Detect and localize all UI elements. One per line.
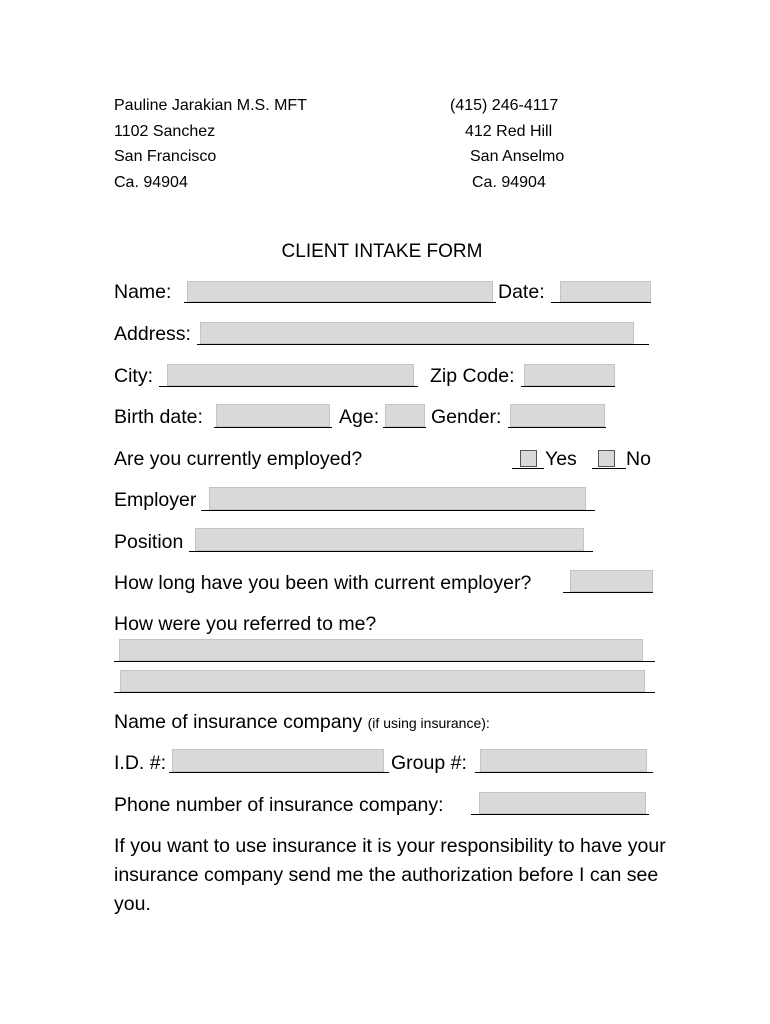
- insurance-notice: If you want to use insurance it is your responsibility to have your insurance company send me the authorization before I can see you.: [114, 835, 666, 915]
- age-field[interactable]: [385, 404, 425, 427]
- zip-underline: [521, 386, 615, 387]
- group-label: Group #:: [391, 752, 467, 774]
- insurance-phone-underline: [471, 814, 649, 815]
- employment-duration-field[interactable]: [570, 570, 653, 592]
- group-field[interactable]: [480, 749, 647, 772]
- referral-underline-2: [114, 692, 655, 693]
- referral-underline-1: [114, 661, 655, 662]
- no-label: No: [626, 448, 651, 470]
- group-underline: [475, 772, 653, 773]
- therapist-zip: Ca. 94904: [114, 174, 188, 191]
- office-city: San Anselmo: [470, 148, 565, 165]
- insurance-note: (if using insurance):: [367, 715, 490, 731]
- gender-underline: [508, 427, 606, 428]
- id-field[interactable]: [172, 749, 384, 772]
- employment-duration-underline: [563, 592, 653, 593]
- form-title: CLIENT INTAKE FORM: [281, 241, 483, 262]
- insurance-phone-field[interactable]: [479, 792, 646, 814]
- age-underline: [383, 427, 426, 428]
- address-label: Address:: [114, 323, 191, 345]
- address-field[interactable]: [200, 322, 634, 344]
- employment-duration-label: How long have you been with current employer?: [114, 572, 532, 594]
- date-label: Date:: [498, 281, 545, 303]
- therapist-city: San Francisco: [114, 148, 217, 165]
- yes-label: Yes: [545, 448, 577, 470]
- name-underline: [184, 302, 496, 303]
- date-underline: [551, 302, 651, 303]
- office-zip: Ca. 94904: [472, 174, 546, 191]
- referral-label: How were you referred to me?: [114, 613, 377, 635]
- city-label: City:: [114, 365, 153, 387]
- birth-date-underline: [214, 427, 332, 428]
- insurance-company-text: Name of insurance company: [114, 711, 363, 733]
- address-underline: [197, 344, 649, 345]
- name-field[interactable]: [187, 281, 493, 302]
- therapist-street: 1102 Sanchez: [114, 123, 216, 140]
- no-checkbox[interactable]: [598, 450, 615, 467]
- birth-date-label: Birth date:: [114, 406, 203, 428]
- employer-label: Employer: [114, 489, 197, 511]
- age-label: Age:: [339, 406, 380, 428]
- id-underline: [169, 772, 389, 773]
- no-underline: [592, 468, 626, 469]
- date-field[interactable]: [560, 281, 651, 302]
- birth-date-field[interactable]: [216, 404, 330, 427]
- id-label: I.D. #:: [114, 752, 167, 774]
- employer-underline: [201, 510, 595, 511]
- name-label: Name:: [114, 281, 172, 303]
- therapist-name: Pauline Jarakian M.S. MFT: [114, 97, 307, 114]
- position-underline: [189, 551, 593, 552]
- office-phone: (415) 246-4117: [450, 97, 559, 114]
- gender-field[interactable]: [510, 404, 605, 427]
- position-field[interactable]: [195, 528, 584, 551]
- gender-label: Gender:: [431, 406, 502, 428]
- insurance-phone-label: Phone number of insurance company:: [114, 794, 444, 816]
- employed-question: Are you currently employed?: [114, 448, 363, 470]
- insurance-company-label: [114, 710, 490, 735]
- zip-label: Zip Code:: [430, 365, 515, 387]
- office-street: 412 Red Hill: [465, 123, 553, 140]
- city-field[interactable]: [167, 364, 414, 386]
- referral-field-1[interactable]: [119, 639, 643, 661]
- yes-underline: [512, 468, 544, 469]
- employer-field[interactable]: [209, 487, 586, 510]
- yes-checkbox[interactable]: [520, 450, 537, 467]
- city-underline: [159, 386, 418, 387]
- referral-field-2[interactable]: [120, 670, 645, 692]
- position-label: Position: [114, 531, 184, 553]
- zip-field[interactable]: [524, 364, 615, 386]
